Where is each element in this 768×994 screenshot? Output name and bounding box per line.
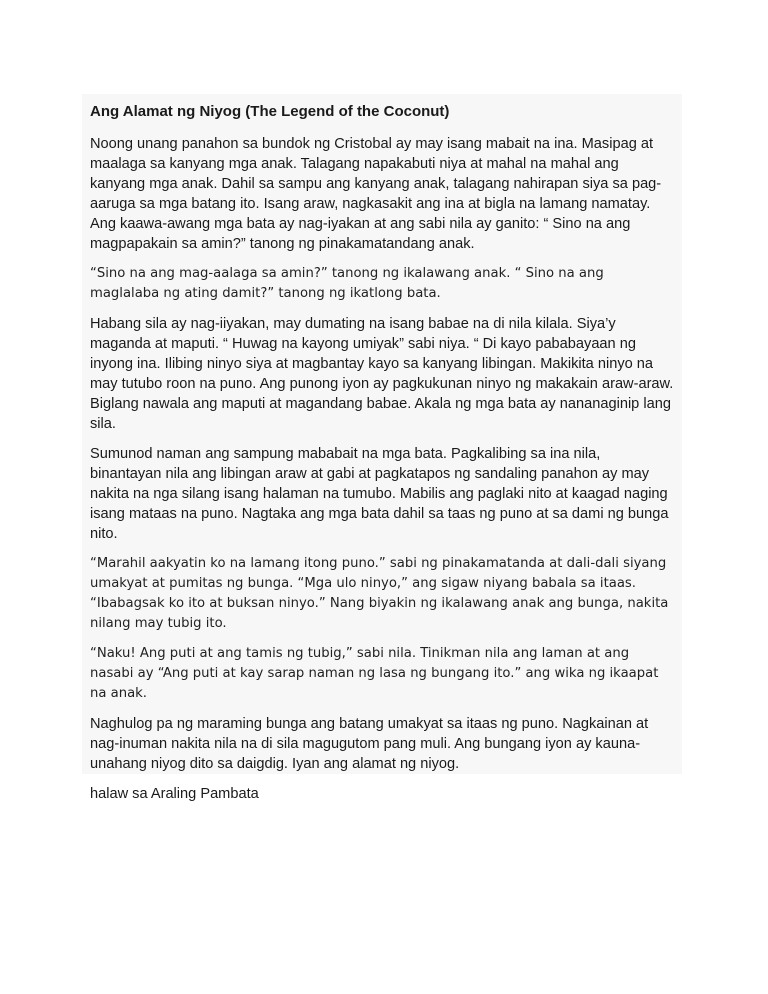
paragraph-4: Sumunod naman ang sampung mababait na mga bata. Pagkalibing sa ina nila, binantayan nila ang libingan araw at gabi at pagkatapos ng sandaling panahon ay may nakita na nga silang isang halaman na tumubo. Mabilis ang paglaki nito at kaagad naging isang mataas na puno. Nagtaka ang mga bata dahil sa taas ng puno at sa dami ng bunga nito. (90, 446, 669, 542)
paragraph-6: “Naku! Ang puti at ang tamis ng tubig,” sabi nila. Tinikman nila ang laman at ang nasabi ay “Ang puti at kay sarap naman ng lasa ng bungang ito.” ang wika ng ikaapat na anak. (90, 646, 659, 701)
paragraph-1: Noong unang panahon sa bundok ng Cristobal ay may isang mabait na ina. Masipag at maalaga sa kanyang mga anak. Talagang napakabuti niya at mahal na mahal ang kanyang mga anak. Dahil sa sampu ang kanyang anak, talagang nahirapan siya sa pag-aaruga sa mga batang ito. Isang araw, nagkasakit ang ina at bigla na lamang namatay. Ang kaawa-awang mga bata ay nag-iyakan at ang sabi nila ay ganito: “ Sino na ang magpapakain sa amin?” tanong ng pinakamatandang anak. (90, 136, 662, 252)
paragraph-5: “Marahil aakyatin ko na lamang itong puno.” sabi ng pinakamatanda at dali-dali siyang umakyat at pumitas ng bunga. “Mga ulo ninyo,” ang sigaw niyang babala sa itaas. “Ibabagsak ko ito at buksan ninyo.” Nang biyakin ng ikalawang anak ang bunga, nakita nilang may tubig ito. (90, 556, 669, 631)
paragraph-2: “Sino na ang mag-aalaga sa amin?” tanong ng ikalawang anak. “ Sino na ang maglalaba ng ating damit?” tanong ng ikatlong bata. (90, 266, 604, 301)
document-body (82, 94, 682, 802)
document-title: Ang Alamat ng Niyog (The Legend of the Coconut) (90, 103, 450, 120)
source-credit: halaw sa Araling Pambata (90, 786, 259, 802)
paragraph-3: Habang sila ay nag-iiyakan, may dumating na isang babae na di nila kilala. Siya’y maganda at maputi. “ Huwag na kayong umiyak” sabi niya. “ Di kayo pababayaan ng inyong ina. Ilibing ninyo siya at magbantay kayo sa kanyang libingan. Makikita ninyo na may tutubo roon na puno. Ang punong iyon ay pagkukunan ninyo ng makakain araw-araw. Biglang nawala ang maputi at magandang babae. Akala ng mga bata ay nananaginip lang sila. (90, 316, 674, 432)
paragraph-7: Naghulog pa ng maraming bunga ang batang umakyat sa itaas ng puno. Nagkainan at nag-inuman nakita nila na di sila magugutom pang muli. Ang bungang iyon ay kauna-unahang niyog dito sa daigdig. Iyan ang alamat ng niyog. (90, 716, 649, 772)
